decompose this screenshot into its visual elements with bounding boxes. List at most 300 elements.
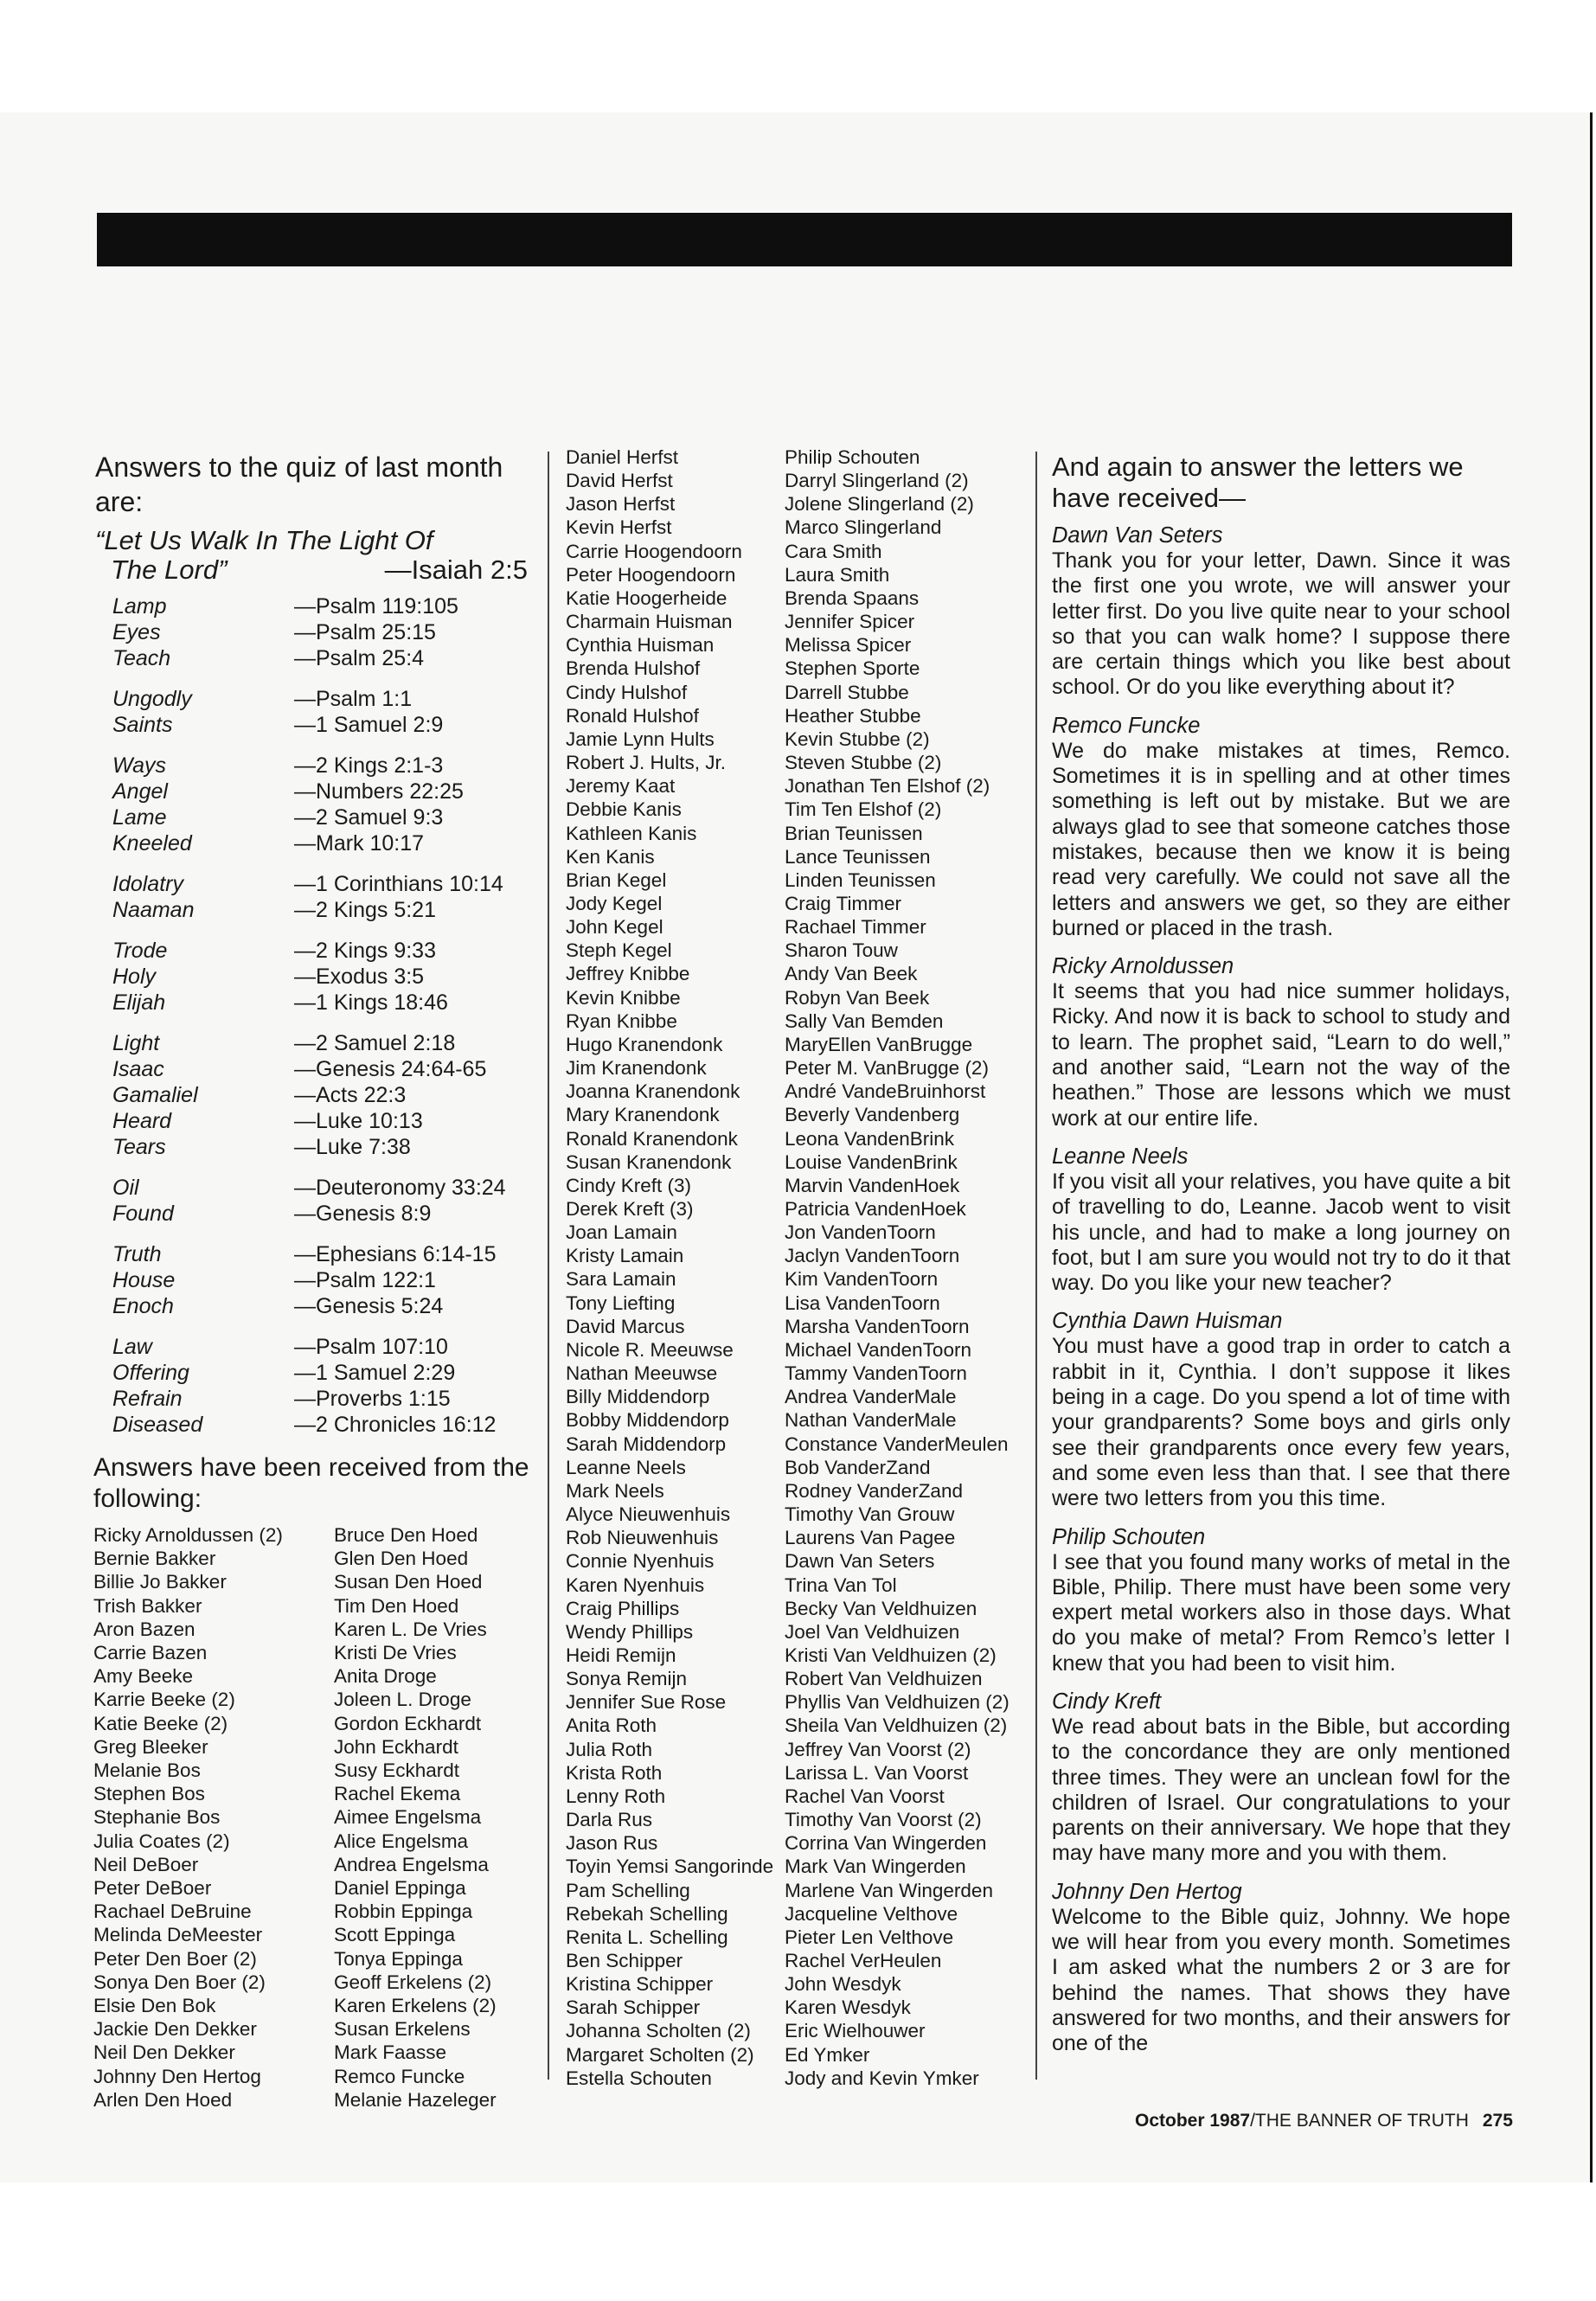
received-name: Jim Kranendonk	[566, 1057, 707, 1080]
quiz-answer-reference: —Psalm 25:15	[294, 620, 436, 644]
received-heading: Answers have been received from the following:	[93, 1453, 529, 1513]
received-name: Jeremy Kaat	[566, 775, 676, 798]
letter-recipient-name: Cynthia Dawn Huisman	[1052, 1309, 1283, 1334]
received-name: Craig Timmer	[785, 892, 902, 914]
received-name: Greg Bleeker	[93, 1735, 208, 1758]
letter-reply	[1052, 1144, 1510, 1296]
letter-recipient-name: Ricky Arnoldussen	[1052, 954, 1234, 979]
received-name: Katie Beeke (2)	[93, 1712, 228, 1734]
received-name: Cindy Kreft (3)	[566, 1174, 692, 1196]
received-name: Rebekah Schelling	[566, 1902, 728, 1925]
quiz-answer-word: Tears	[112, 1135, 166, 1159]
received-name: Jonathan Ten Elshof (2)	[785, 775, 990, 798]
quiz-answer-row	[93, 1267, 526, 1293]
received-name: Karen Wesdyk	[785, 1997, 911, 2019]
received-name: Brenda Spaans	[785, 586, 920, 609]
quiz-answer-row	[93, 1412, 526, 1438]
received-name: Kathleen Kanis	[566, 822, 697, 844]
quiz-answer-word: Holy	[112, 965, 157, 989]
received-name: Susy Eckhardt	[334, 1759, 460, 1782]
received-name: Daniel Eppinga	[334, 1877, 466, 1900]
received-name: Aimee Engelsma	[334, 1806, 482, 1829]
received-name: Mary Kranendonk	[566, 1104, 720, 1126]
quiz-answer-word: Heard	[112, 1109, 172, 1133]
received-name: Peter Hoogendoorn	[566, 563, 736, 586]
received-name: Timothy Van Voorst (2)	[785, 1809, 982, 1831]
received-name: Phyllis Van Veldhuizen (2)	[785, 1691, 1010, 1714]
quiz-title	[95, 526, 526, 585]
received-name: Jackie Den Dekker	[93, 2018, 257, 2041]
received-name: Ronald Kranendonk	[566, 1127, 738, 1150]
received-name: Daniel Herfst	[566, 446, 679, 468]
received-name: Sally Van Bemden	[785, 1009, 944, 1032]
quiz-answer-word: Law	[112, 1335, 152, 1359]
received-name: Susan Den Hoed	[334, 1571, 483, 1593]
received-name: Jody Kegel	[566, 892, 663, 914]
quiz-group	[93, 871, 526, 923]
quiz-answer-word: Saints	[112, 713, 173, 737]
letter-reply-text: It seems that you had nice summer holidays, Ricky. And now it is back to school to study and to learn. The prophet said, “Learn to do well,” and another said, “Learn not the way of the heathen.” Those are lessons which we must work at our entire life.	[1052, 979, 1510, 1131]
received-name: Mark Neels	[566, 1479, 664, 1502]
received-name: Jennifer Sue Rose	[566, 1691, 727, 1714]
quiz-answer-row	[93, 1175, 526, 1201]
received-name: Heidi Remijn	[566, 1644, 676, 1666]
received-name: David Herfst	[566, 470, 673, 492]
received-name: Rob Nieuwenhuis	[566, 1527, 719, 1549]
received-name: Melanie Hazeleger	[334, 2088, 497, 2111]
received-name: Ryan Knibbe	[566, 1009, 677, 1032]
quiz-answer-word: Ungodly	[112, 687, 192, 711]
received-name: Bernie Bakker	[93, 1548, 216, 1570]
letters-heading: And again to answer the letters we have received—	[1052, 452, 1464, 513]
received-name: Alice Engelsma	[334, 1830, 469, 1852]
received-name: Stephen Bos	[93, 1783, 205, 1805]
received-name: Billie Jo Bakker	[93, 1571, 227, 1593]
received-name: Tammy VandenToorn	[785, 1362, 967, 1385]
received-name: Jennifer Spicer	[785, 611, 915, 633]
received-name: Karrie Beeke (2)	[93, 1689, 235, 1711]
received-name: Rachel Ekema	[334, 1783, 461, 1805]
received-name: Julia Roth	[566, 1738, 653, 1760]
quiz-answer-word: Naaman	[112, 898, 195, 922]
received-name: Gordon Eckhardt	[334, 1712, 482, 1734]
received-name: Robbin Eppinga	[334, 1900, 473, 1923]
received-name: Joan Lamain	[566, 1221, 677, 1244]
received-name: John Wesdyk	[785, 1973, 901, 1996]
received-name: Sarah Schipper	[566, 1997, 701, 2019]
quiz-answer-row	[93, 1082, 526, 1108]
received-name: Connie Nyenhuis	[566, 1550, 715, 1573]
letter-recipient-name: Philip Schouten	[1052, 1524, 1206, 1549]
received-name: Linden Teunissen	[785, 868, 936, 891]
received-name: Johanna Scholten (2)	[566, 2020, 751, 2042]
received-name: Glen Den Hoed	[334, 1548, 469, 1570]
received-name: Bruce Den Hoed	[334, 1524, 478, 1546]
quiz-group	[93, 1241, 526, 1319]
quiz-answer-word: Refrain	[112, 1387, 183, 1411]
received-name: Mark Faasse	[334, 2041, 447, 2064]
quiz-group	[93, 1175, 526, 1227]
received-name: Nathan Meeuwse	[566, 1362, 718, 1385]
received-name: Nicole R. Meeuwse	[566, 1338, 734, 1361]
received-name: Marvin VandenHoek	[785, 1174, 960, 1196]
quiz-answer-row	[93, 593, 526, 619]
quiz-answer-row	[93, 871, 526, 897]
letter-recipient-name: Johnny Den Hertog	[1052, 1879, 1242, 1904]
received-name: Ben Schipper	[566, 1950, 683, 1971]
quiz-answer-word: Offering	[112, 1361, 189, 1385]
received-name: Melanie Bos	[93, 1759, 201, 1782]
received-name: Kim VandenToorn	[785, 1268, 939, 1291]
quiz-answer-reference: —Proverbs 1:15	[294, 1387, 451, 1411]
received-name: Eric Wielhouwer	[785, 2020, 926, 2042]
letter-recipient-name: Cindy Kreft	[1052, 1689, 1162, 1714]
received-name: Tim Den Hoed	[334, 1594, 459, 1617]
received-name: John Kegel	[566, 916, 663, 939]
quiz-answer-row	[93, 830, 526, 856]
received-name: Katie Hoogerheide	[566, 586, 727, 609]
received-name: Marsha VandenToorn	[785, 1315, 970, 1337]
received-name: Kevin Knibbe	[566, 986, 681, 1009]
quiz-answer-row	[93, 712, 526, 738]
quiz-answer-row	[93, 1360, 526, 1386]
quiz-answer-row	[93, 1201, 526, 1227]
quiz-answer-groups	[93, 593, 526, 1438]
received-list-col4	[785, 445, 1027, 2090]
received-name: Kevin Herfst	[566, 516, 672, 539]
letter-reply-text: We read about bats in the Bible, but according to the concordance they are only mentioned three times. They were an unclean fowl for the children of Israel. Our congratulations to your parents on their anniversary. We hope that they may have many more and you with them.	[1052, 1714, 1510, 1866]
quiz-answer-word: Oil	[112, 1176, 139, 1200]
received-name: David Marcus	[566, 1315, 685, 1337]
quiz-answer-reference: —Ephesians 6:14-15	[294, 1242, 497, 1266]
received-name: Melinda DeMeester	[93, 1924, 263, 1946]
received-name: Cara Smith	[785, 540, 882, 562]
quiz-answer-row	[93, 1241, 526, 1267]
received-name: Kristi Van Veldhuizen (2)	[785, 1644, 997, 1666]
received-name: Susan Kranendonk	[566, 1150, 732, 1173]
quiz-answer-reference: —1 Corinthians 10:14	[294, 872, 503, 896]
received-list-col3	[566, 445, 786, 2090]
quiz-answer-row	[93, 1334, 526, 1360]
received-name: Jason Rus	[566, 1832, 658, 1855]
received-name: Julia Coates (2)	[93, 1830, 230, 1852]
quiz-answer-reference: —1 Samuel 2:9	[294, 713, 444, 737]
quiz-answer-row	[93, 645, 526, 671]
quiz-answer-row	[93, 779, 526, 804]
letter-reply-text: I see that you found many works of metal in the Bible, Philip. There must have been some very expert metal workers also in those days. What do you make of metal? From Remco’s letter I knew that you had been to visit him.	[1052, 1549, 1510, 1676]
received-name: Andrea VanderMale	[785, 1386, 957, 1408]
quiz-answer-reference: —1 Samuel 2:29	[294, 1361, 456, 1385]
received-name: Scott Eppinga	[334, 1924, 456, 1946]
received-name: Jeffrey Knibbe	[566, 963, 690, 985]
received-name: Pieter Len Velthove	[785, 1926, 954, 1948]
quiz-group	[93, 593, 526, 671]
received-name: Rachel Van Voorst	[785, 1785, 945, 1807]
received-name: Jason Herfst	[566, 493, 676, 516]
received-name: Michael VandenToorn	[785, 1338, 971, 1361]
received-name: Jon VandenToorn	[785, 1221, 936, 1244]
quiz-answer-reference: —2 Kings 9:33	[294, 939, 436, 963]
received-name: Karen L. De Vries	[334, 1618, 487, 1640]
letter-reply	[1052, 953, 1510, 1131]
quiz-answer-word: Eyes	[112, 620, 161, 644]
letters-column	[1052, 452, 1510, 2069]
received-name: Marco Slingerland	[785, 516, 942, 539]
received-name: Darla Rus	[566, 1809, 653, 1831]
received-name: Lance Teunissen	[785, 845, 931, 868]
quiz-answer-reference: —Numbers 22:25	[294, 779, 464, 804]
quiz-answer-reference: —Psalm 107:10	[294, 1335, 448, 1359]
quiz-answer-row	[93, 1030, 526, 1056]
quiz-group	[93, 686, 526, 738]
received-name: Andy Van Beek	[785, 963, 918, 985]
received-name: Kristina Schipper	[566, 1973, 714, 1996]
quiz-answer-word: Isaac	[112, 1057, 164, 1081]
quiz-group	[93, 1334, 526, 1438]
received-name: Brenda Hulshof	[566, 657, 701, 680]
received-name: Ed Ymker	[785, 2043, 870, 2066]
received-name: Laura Smith	[785, 563, 890, 586]
quiz-answer-row	[93, 1056, 526, 1082]
quiz-answer-word: Lame	[112, 805, 167, 830]
quiz-answer-reference: —2 Chronicles 16:12	[294, 1413, 497, 1437]
quiz-answer-word: Kneeled	[112, 831, 192, 856]
received-name: Rachael DeBruine	[93, 1900, 252, 1923]
received-name: Trina Van Tol	[785, 1574, 897, 1596]
received-name: Karen Erkelens (2)	[334, 1995, 497, 2017]
letter-reply	[1052, 1879, 1510, 2057]
received-name: John Eckhardt	[334, 1735, 458, 1758]
received-name: Robyn Van Beek	[785, 986, 930, 1009]
quiz-answer-reference: —Psalm 122:1	[294, 1268, 436, 1292]
received-name: Trish Bakker	[93, 1594, 202, 1617]
received-name: Marlene Van Wingerden	[785, 1879, 993, 1901]
quiz-title-reference: —Isaiah 2:5	[384, 554, 528, 585]
received-name: André VandeBruinhorst	[785, 1080, 986, 1103]
received-name: Amy Beeke	[93, 1665, 194, 1688]
quiz-answer-word: Found	[112, 1202, 174, 1226]
received-name: Mark Van Wingerden	[785, 1856, 966, 1878]
received-name: Renita L. Schelling	[566, 1926, 728, 1948]
quiz-answer-word: Teach	[112, 646, 171, 670]
received-column-4	[785, 445, 1027, 2090]
received-name: Leanne Neels	[566, 1456, 686, 1478]
column-divider	[1035, 452, 1037, 2080]
quiz-answer-reference: —Exodus 3:5	[294, 965, 425, 989]
received-name: Neil DeBoer	[93, 1853, 199, 1875]
received-name: Wendy Phillips	[566, 1620, 694, 1643]
footer-month: October 1987	[1135, 2111, 1251, 2131]
quiz-intro: Answers to the quiz of last month are:	[95, 452, 503, 517]
quiz-answer-reference: —Luke 7:38	[294, 1135, 411, 1159]
received-name: Craig Phillips	[566, 1597, 680, 1619]
received-names-left	[93, 1523, 526, 2112]
received-name: Stephen Sporte	[785, 657, 920, 680]
quiz-answer-word: Truth	[112, 1242, 162, 1266]
quiz-answer-row	[93, 804, 526, 830]
received-name: Karen Nyenhuis	[566, 1574, 705, 1596]
letter-reply-text: Thank you for your letter, Dawn. Since it was the first one you wrote, we will answer your letter first. Do you live quite near to your school so that you can walk home? I suppose there are certain things which you like best about school. Or do you like everything about it?	[1052, 548, 1510, 700]
quiz-answer-reference: —1 Kings 18:46	[294, 990, 448, 1015]
quiz-answer-word: Elijah	[112, 990, 166, 1015]
received-name: Leona VandenBrink	[785, 1127, 954, 1150]
received-name: Jaclyn VandenToorn	[785, 1245, 960, 1267]
quiz-answer-reference: —Genesis 8:9	[294, 1202, 432, 1226]
quiz-answer-row	[93, 753, 526, 779]
received-name: Joanna Kranendonk	[566, 1080, 740, 1103]
received-name: Rachel VerHeulen	[785, 1950, 942, 1971]
received-name: Sonya Remijn	[566, 1668, 688, 1690]
received-name: Anita Roth	[566, 1715, 657, 1737]
received-name: Derek Kreft (3)	[566, 1198, 694, 1220]
received-name: Jody and Kevin Ymker	[785, 2067, 979, 2089]
received-name: Susan Erkelens	[334, 2018, 471, 2041]
received-name: Elsie Den Bok	[93, 1995, 216, 2017]
received-name: Sara Lamain	[566, 1268, 676, 1291]
letter-reply-text: If you visit all your relatives, you have quite a bit of travelling to do, Leanne. Jacob went to visit his uncle, and had to make a long journey on foot, but I am sure you would not try to do it that way. Do you like your new teacher?	[1052, 1169, 1510, 1296]
letter-recipient-name: Dawn Van Seters	[1052, 523, 1223, 548]
received-name: Peter Den Boer (2)	[93, 1947, 257, 1970]
letters-list	[1052, 522, 1510, 2057]
received-name: Estella Schouten	[566, 2067, 712, 2089]
quiz-answer-reference: —Acts 22:3	[294, 1083, 407, 1107]
received-name: Sarah Middendorp	[566, 1433, 727, 1455]
quiz-answer-reference: —Psalm 1:1	[294, 687, 413, 711]
received-name: Arlen Den Hoed	[93, 2088, 233, 2111]
received-name: Carrie Bazen	[93, 1642, 208, 1664]
received-name: Cindy Hulshof	[566, 681, 688, 703]
received-name: Rodney VanderZand	[785, 1479, 963, 1502]
received-name: Ken Kanis	[566, 845, 655, 868]
quiz-answer-word: Enoch	[112, 1294, 174, 1318]
quiz-answer-row	[93, 1293, 526, 1319]
letter-recipient-name: Leanne Neels	[1052, 1144, 1189, 1169]
received-name: Aron Bazen	[93, 1618, 195, 1640]
quiz-title-line2: The Lord”	[111, 554, 228, 585]
quiz-answer-reference: —Psalm 25:4	[294, 646, 425, 670]
received-name: Steven Stubbe (2)	[785, 752, 942, 774]
received-name: Dawn Van Seters	[785, 1550, 935, 1573]
received-name: Sheila Van Veldhuizen (2)	[785, 1715, 1008, 1737]
quiz-answer-reference: —2 Samuel 9:3	[294, 805, 444, 830]
quiz-group	[93, 1030, 526, 1160]
received-list-col1	[93, 1523, 334, 2112]
received-name: Debbie Kanis	[566, 798, 682, 821]
received-name: Jamie Lynn Hults	[566, 727, 715, 750]
quiz-answer-word: Lamp	[112, 594, 167, 619]
quiz-answer-row	[93, 1108, 526, 1134]
received-name: Timothy Van Grouw	[785, 1503, 955, 1526]
received-name: Sharon Touw	[785, 939, 898, 962]
letter-reply-text: You must have a good trap in order to catch a rabbit in it, Cynthia. I don’t suppose it likes being in a cage. Do you spend a lot of time with your grandparents? Some boys and girls only see their grandparents once every few years, and some even less than that. I see that there were two letters from you this time.	[1052, 1334, 1510, 1511]
received-name: Charmain Huisman	[566, 611, 733, 633]
received-name: Constance VanderMeulen	[785, 1433, 1009, 1455]
quiz-group	[93, 938, 526, 1016]
footer-page-number: 275	[1482, 2111, 1513, 2131]
received-name: Heather Stubbe	[785, 704, 921, 727]
received-name: Kristi De Vries	[334, 1642, 457, 1664]
received-name: Johnny Den Hertog	[93, 2065, 261, 2087]
quiz-answer-reference: —Genesis 24:64-65	[294, 1057, 487, 1081]
page-footer	[1135, 2111, 1513, 2131]
received-name: Jacqueline Velthove	[785, 1902, 958, 1925]
received-name: Stephanie Bos	[93, 1806, 221, 1829]
letter-recipient-name: Remco Funcke	[1052, 713, 1201, 738]
quiz-answer-row	[93, 1134, 526, 1160]
received-name: Cynthia Huisman	[566, 634, 715, 657]
received-name: Larissa L. Van Voorst	[785, 1761, 969, 1784]
quiz-answer-word: House	[112, 1268, 176, 1292]
received-name: Neil Den Dekker	[93, 2041, 235, 2064]
quiz-answer-row	[93, 938, 526, 964]
quiz-answer-word: Idolatry	[112, 872, 183, 896]
received-name: Melissa Spicer	[785, 634, 912, 657]
received-name: Krista Roth	[566, 1761, 663, 1784]
received-name: Robert J. Hults, Jr.	[566, 752, 727, 774]
column-divider	[548, 452, 549, 2080]
letter-reply	[1052, 713, 1510, 941]
received-name: Geoff Erkelens (2)	[334, 1971, 492, 1993]
received-name: Darryl Slingerland (2)	[785, 470, 969, 492]
received-name: Peter DeBoer	[93, 1877, 212, 1900]
quiz-answer-row	[93, 897, 526, 923]
received-name: Brian Kegel	[566, 868, 667, 891]
received-name: Bob VanderZand	[785, 1456, 931, 1478]
received-list-col2	[334, 1523, 497, 2112]
received-name: Alyce Nieuwenhuis	[566, 1503, 731, 1526]
letter-reply	[1052, 1524, 1510, 1676]
received-name: Jeffrey Van Voorst (2)	[785, 1738, 971, 1760]
quiz-answer-word: Gamaliel	[112, 1083, 198, 1107]
received-name: Toyin Yemsi Sangorinde	[566, 1856, 774, 1878]
received-name: Kristy Lamain	[566, 1245, 684, 1267]
quiz-title-line1: “Let Us Walk In The Light Of	[95, 525, 433, 555]
letter-reply	[1052, 1689, 1510, 1867]
quiz-answer-reference: —Mark 10:17	[294, 831, 425, 856]
quiz-answer-row	[93, 990, 526, 1016]
received-name: Joel Van Veldhuizen	[785, 1620, 960, 1643]
quiz-answer-reference: —Luke 10:13	[294, 1109, 423, 1133]
letter-reply	[1052, 1308, 1510, 1511]
received-name: Kevin Stubbe (2)	[785, 727, 930, 750]
received-name: Brian Teunissen	[785, 822, 923, 844]
quiz-answer-row	[93, 619, 526, 645]
quiz-answer-reference: —2 Kings 2:1-3	[294, 753, 444, 778]
quiz-answer-row	[93, 686, 526, 712]
quiz-answer-word: Ways	[112, 753, 167, 778]
quiz-column	[93, 450, 529, 2112]
received-name: Tonya Eppinga	[334, 1947, 463, 1970]
quiz-group	[93, 753, 526, 856]
received-name: Ricky Arnoldussen (2)	[93, 1524, 283, 1546]
received-name: Billy Middendorp	[566, 1386, 710, 1408]
letter-reply	[1052, 522, 1510, 701]
received-name: Carrie Hoogendoorn	[566, 540, 742, 562]
quiz-answer-reference: —2 Samuel 2:18	[294, 1031, 456, 1055]
received-name: Hugo Kranendonk	[566, 1033, 723, 1055]
received-name: Bobby Middendorp	[566, 1409, 729, 1432]
received-name: Patricia VandenHoek	[785, 1198, 966, 1220]
quiz-answer-reference: —Genesis 5:24	[294, 1294, 444, 1318]
received-name: Beverly Vandenberg	[785, 1104, 960, 1126]
quiz-answer-reference: —Deuteronomy 33:24	[294, 1176, 506, 1200]
received-name: Tony Liefting	[566, 1292, 676, 1314]
received-name: Lisa VandenToorn	[785, 1292, 940, 1314]
letter-reply-text: Welcome to the Bible quiz, Johnny. We hope we will hear from you every month. Sometimes I am asked what the numbers 2 or 3 are for behind the names. That shows they have answered for two months, and their answers for one of the	[1052, 1904, 1510, 2056]
received-column-3	[566, 445, 786, 2090]
received-name: Jolene Slingerland (2)	[785, 493, 974, 516]
received-name: Corrina Van Wingerden	[785, 1832, 987, 1855]
